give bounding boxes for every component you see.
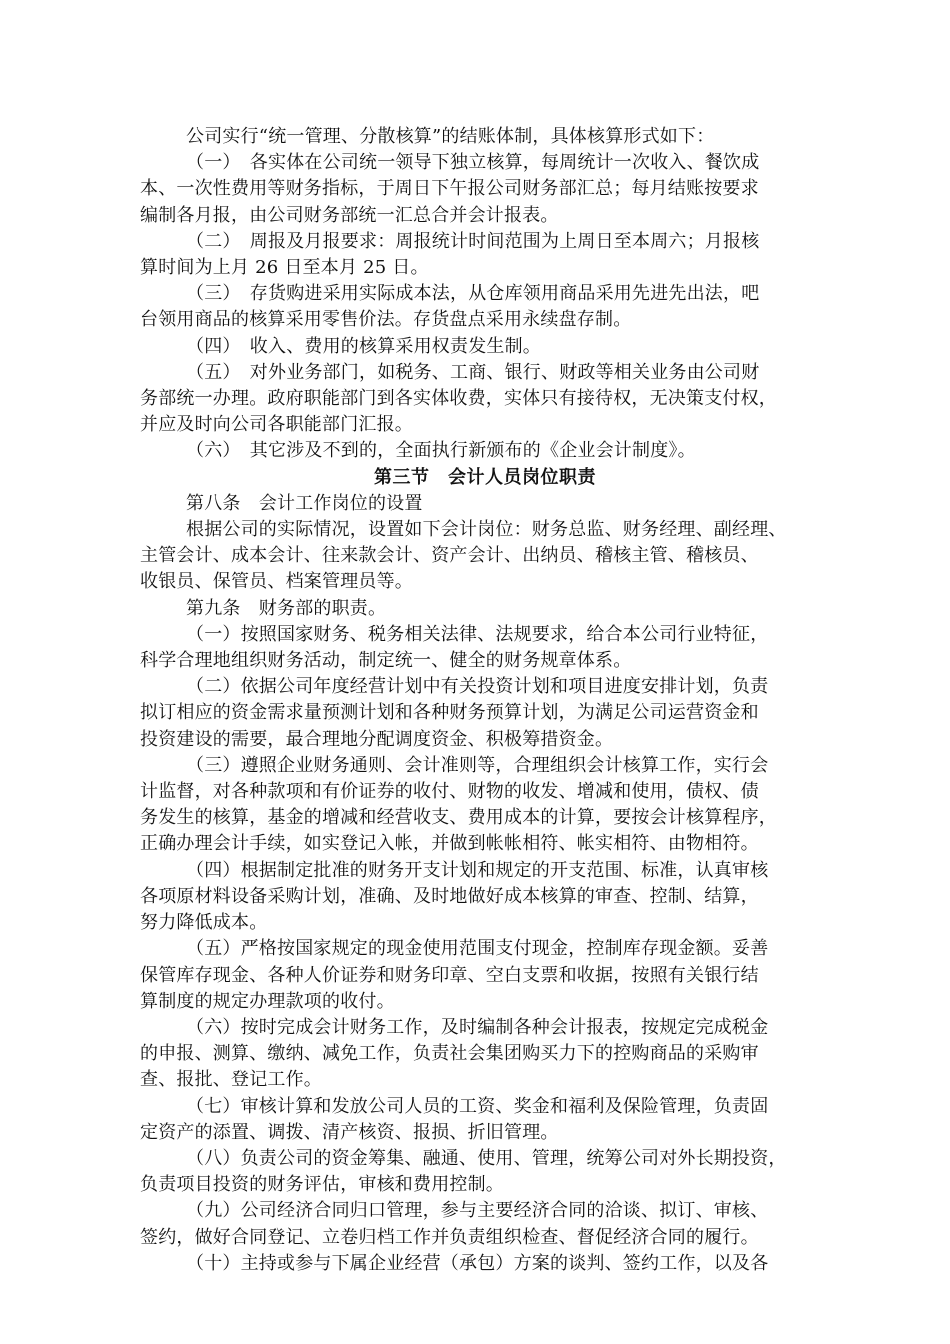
text-line: （一） 各实体在公司统一领导下独立核算，每周统计一次收入、餐饮成: [186, 152, 760, 174]
text-line: 台领用商品的核算采用零售价法。存货盘点采用永续盘存制。: [140, 309, 632, 331]
text-line: （二）依据公司年度经营计划中有关投资计划和项目进度安排计划，负责: [186, 676, 769, 698]
text-line: 的申报、测算、缴纳、减免工作，负责社会集团购买力下的控购商品的采购审: [140, 1043, 759, 1065]
text-line: 算制度的规定办理款项的收付。: [140, 990, 395, 1012]
text-line: （十）主持或参与下属企业经营（承包）方案的谈判、签约工作，以及各: [186, 1252, 769, 1274]
text-line: 计监督，对各种款项和有价证券的收付、财物的收发、增减和使用，债权、债: [140, 781, 759, 803]
text-line: 务发生的核算，基金的增减和经营收支、费用成本的计算，要按会计核算程序，: [140, 807, 777, 829]
text-line: （八）负责公司的资金筹集、融通、使用、管理，统筹公司对外长期投资，: [186, 1147, 787, 1169]
text-line: （一）按照国家财务、税务相关法律、法规要求，给合本公司行业特征，: [186, 623, 769, 645]
text-line: 保管库存现金、各种人价证券和财务印章、空白支票和收据，按照有关银行结: [140, 964, 759, 986]
text-line: 务部统一办理。政府职能部门到各实体收费，实体只有接待权，无决策支付权，: [140, 388, 777, 410]
article-title: 第八条 会计工作岗位的设置: [186, 492, 423, 514]
text-line: （五） 对外业务部门，如税务、工商、银行、财政等相关业务由公司财: [186, 361, 760, 383]
text-line: （五）严格按国家规定的现金使用范围支付现金，控制库存现金额。妥善: [186, 938, 769, 960]
text-line: （六） 其它涉及不到的，全面执行新颁布的《企业会计制度》。: [186, 440, 696, 462]
text-line: 公司实行“统一管理、分散核算”的结账体制，具体核算形式如下：: [186, 126, 715, 147]
text-line: 编制各月报，由公司财务部统一汇总合并会计报表。: [140, 204, 559, 226]
text-line: 投资建设的需要，最合理地分配调度资金、积极筹措资金。: [140, 728, 614, 750]
text-line: （四）根据制定批准的财务开支计划和规定的开支范围、标准，认真审核: [186, 859, 769, 881]
text-line: （九）公司经济合同归口管理，参与主要经济合同的洽谈、拟订、审核、: [186, 1200, 769, 1222]
text-line: 科学合理地组织财务活动，制定统一、健全的财务规章体系。: [140, 650, 632, 672]
text-line: 拟订相应的资金需求量预测计划和各种财务预算计划，为满足公司运营资金和: [140, 702, 759, 724]
document-body: [140, 124, 830, 1277]
text-line: 各项原材料设备采购计划，准确、及时地做好成本核算的审查、控制、结算，: [140, 885, 759, 907]
text-line: 算时间为上月 26 日至本月 25 日。: [140, 257, 429, 279]
text-line: 主管会计、成本会计、往来款会计、资产会计、出纳员、稽核主管、稽核员、: [140, 545, 759, 567]
text-line: （二） 周报及月报要求：周报统计时间范围为上周日至本周六；月报核: [186, 230, 760, 252]
text-line: 并应及时向公司各职能部门汇报。: [140, 414, 413, 436]
text-line: 查、报批、登记工作。: [140, 1069, 322, 1091]
text-line: 负责项目投资的财务评估，审核和费用控制。: [140, 1174, 504, 1196]
text-line: （六）按时完成会计财务工作，及时编制各种会计报表，按规定完成税金: [186, 1016, 769, 1038]
text-line: （四） 收入、费用的核算采用权责发生制。: [186, 335, 541, 357]
text-line: 收银员、保管员、档案管理员等。: [140, 571, 413, 593]
text-line: 努力降低成本。: [140, 912, 268, 934]
text-line: （三）遵照企业财务通则、会计准则等，合理组织会计核算工作，实行会: [186, 754, 769, 776]
text-line: 本、一次性费用等财务指标，于周日下午报公司财务部汇总；每月结账按要求: [140, 178, 759, 200]
text-line: 根据公司的实际情况，设置如下会计岗位：财务总监、财务经理、副经理、: [186, 519, 787, 541]
text-line: 定资产的添置、调拨、清产核资、报损、折旧管理。: [140, 1121, 559, 1143]
text-line: （七）审核计算和发放公司人员的工资、奖金和福利及保险管理，负责固: [186, 1095, 769, 1117]
section-heading: 第三节 会计人员岗位职责: [374, 466, 596, 488]
text-line: 签约，做好合同登记、立卷归档工作并负责组织检查、督促经济合同的履行。: [140, 1226, 759, 1248]
text-line: （三） 存货购进采用实际成本法，从仓库领用商品采用先进先出法，吧: [186, 283, 760, 305]
text-line: 正确办理会计手续，如实登记入帐，并做到帐帐相符、帐实相符、由物相符。: [140, 833, 759, 855]
article-title: 第九条 财务部的职责。: [186, 597, 387, 619]
